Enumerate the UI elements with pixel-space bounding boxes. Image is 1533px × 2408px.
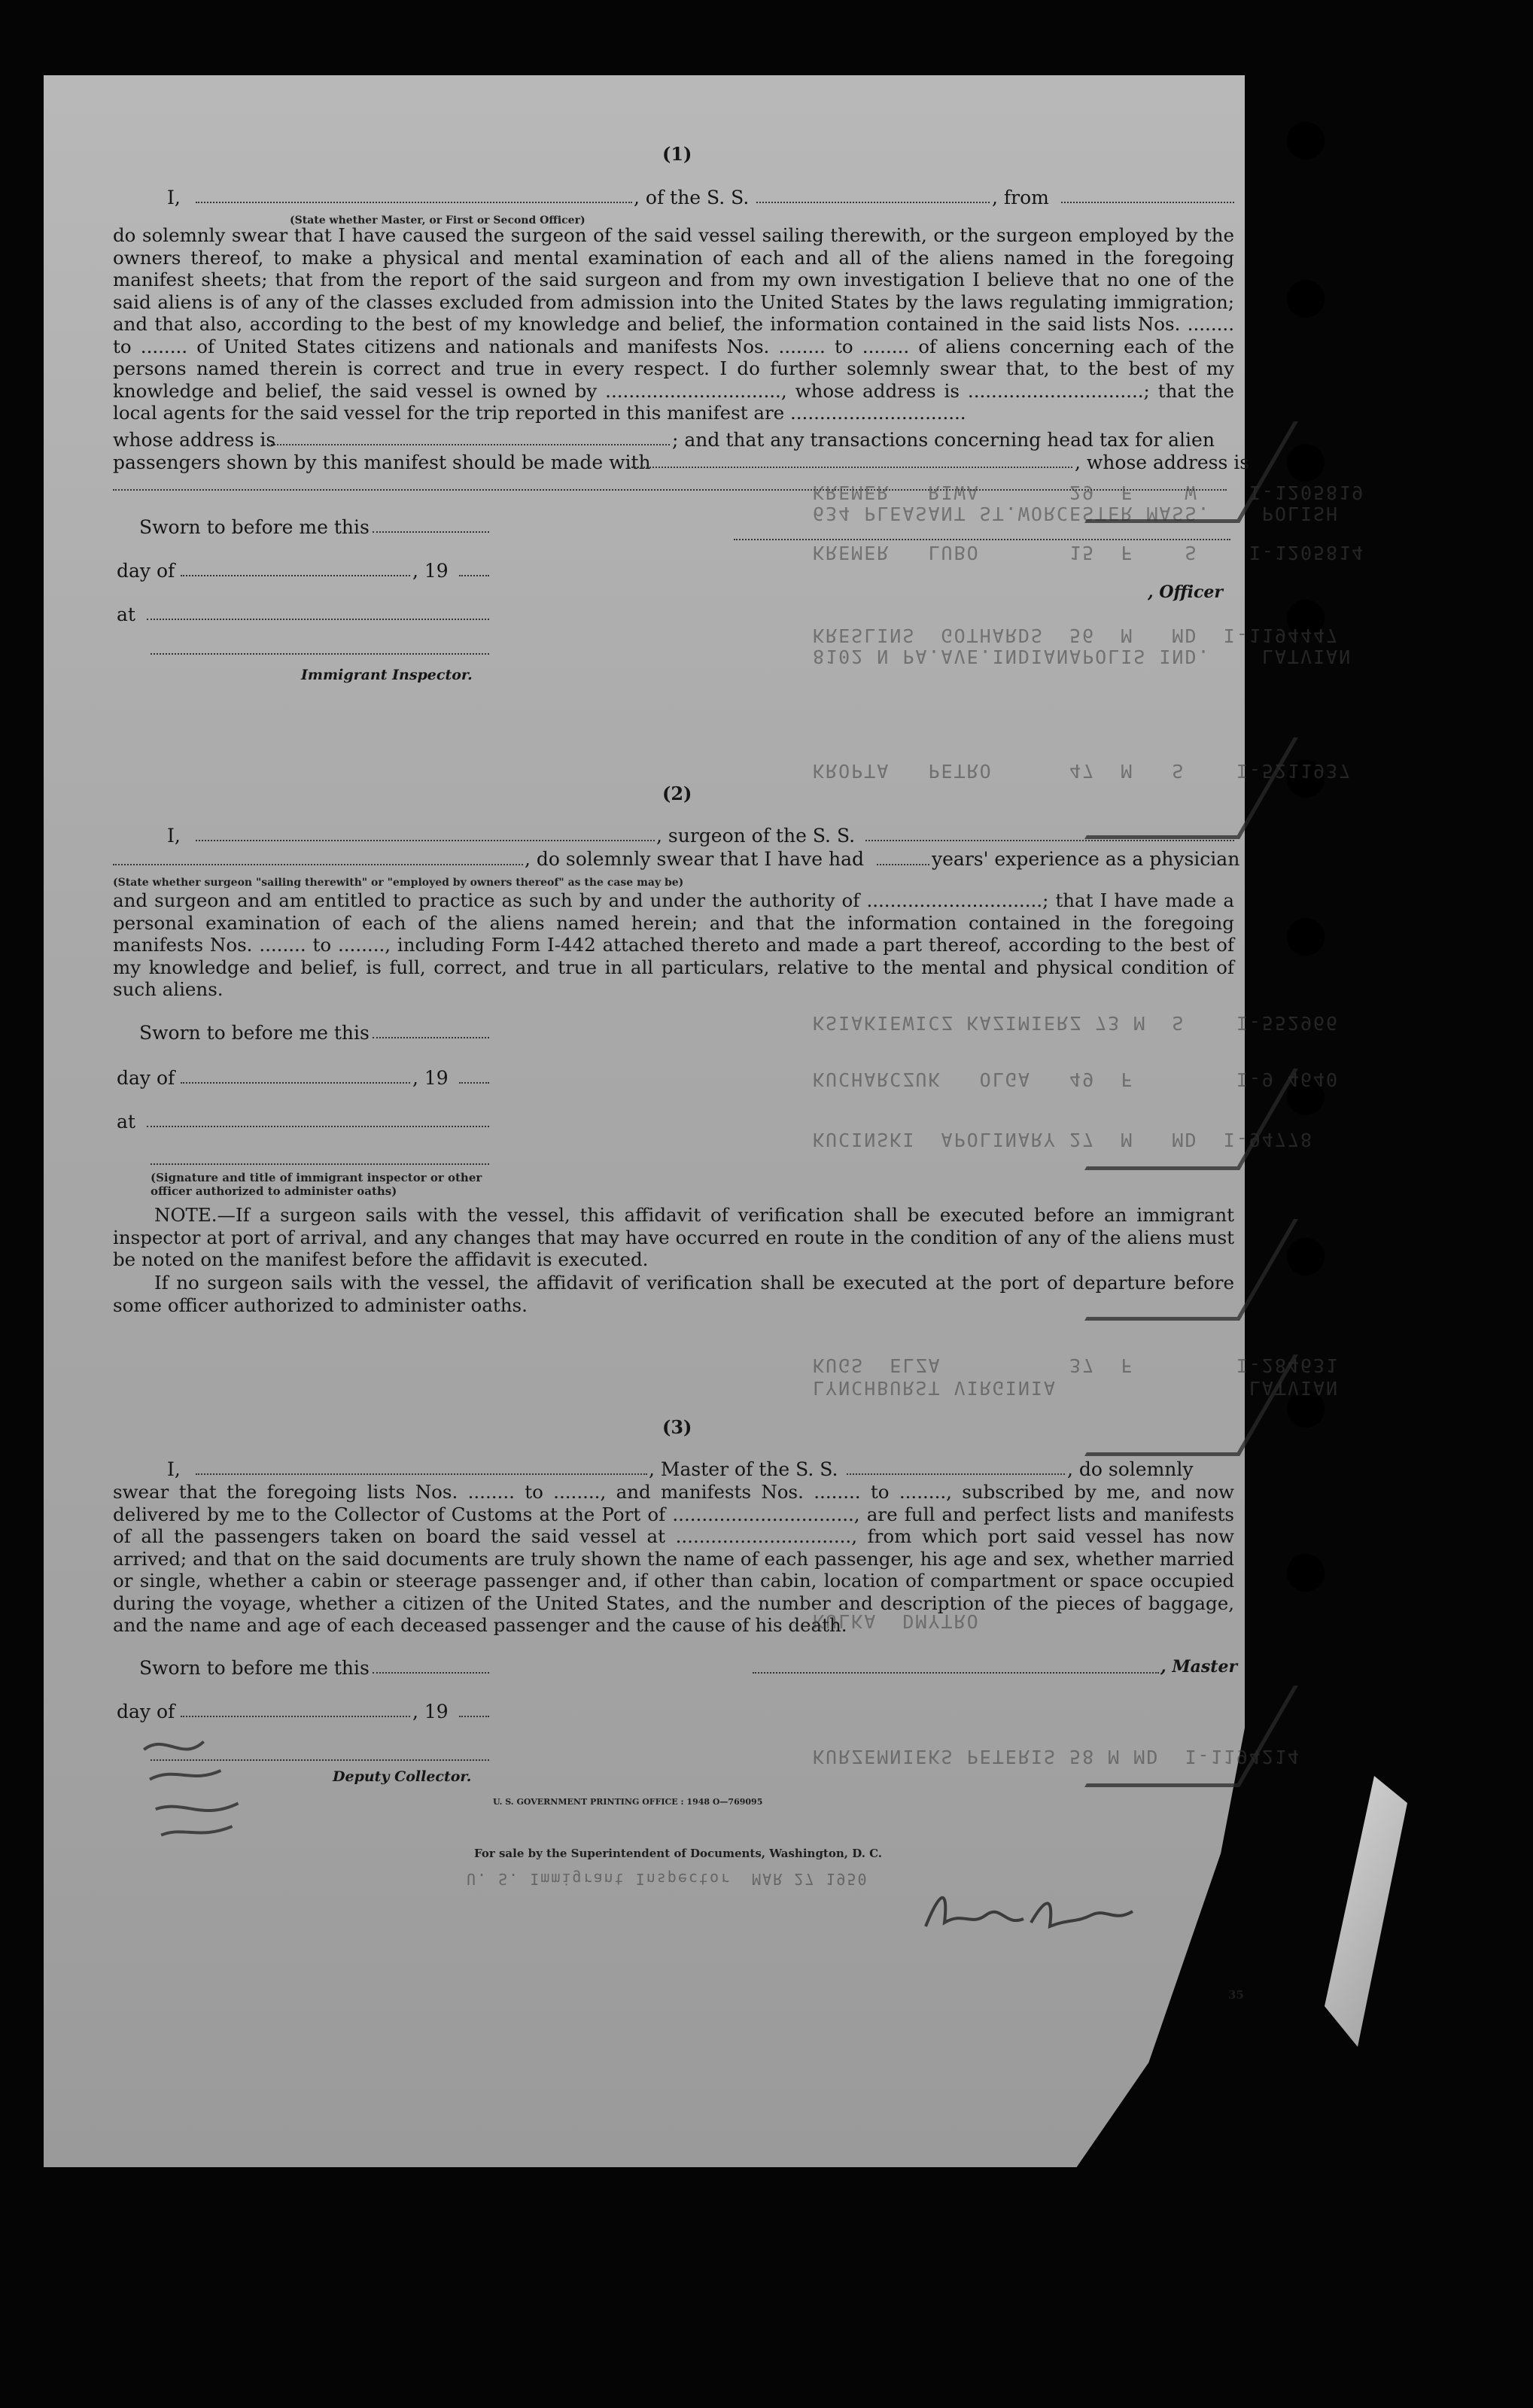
section-1-i: I, [167, 187, 181, 208]
year-1: , 19 [412, 560, 449, 582]
section-3-i: I, [167, 1458, 181, 1480]
section-1-of-ss: , of the S. S. [634, 187, 750, 208]
surgeon-caption: (State whether surgeon "sailing therewith" or "employed by owners thereof" as the case may be) [113, 877, 684, 889]
passengers-line: passengers shown by this manifest should be made with [113, 451, 651, 473]
sworn-label-1: Sworn to before me this [139, 516, 370, 538]
sworn-label-3: Sworn to before me this [139, 1657, 370, 1679]
day-of-3: day of [117, 1701, 175, 1722]
name-blank [196, 202, 632, 203]
punch-hole [1287, 122, 1325, 160]
bleed-line: KUGS ELZA 37 F I-284631 [813, 1354, 1340, 1376]
address-line [113, 489, 1227, 491]
years-blank [877, 864, 929, 865]
day-blank [181, 575, 410, 576]
section-1-oath: do solemnly swear that I have caused the surgeon of the said vessel sailing therewith, or the surgeon employed by the owners thereof, to make a physical and mental examination of each and all of the aliens named in the foregoing manifest sheets; that from the report of the said surgeon and from my own investigation I believe that no one of the said aliens is of any of the classes excluded from admission into the United States by the laws regulating immigration; and that also, according to the best of my knowledge and belief, the information contained in the said lists Nos. ........ to ........ of United States citizens and nationals and manifests Nos. ........ to ........ of aliens concerning each of the persons named therein is correct and true in every respect. I do further solemnly swear that, to the best of my knowledge and belief, the said vessel is owned by .............................., whose address is ..............................; that the local agents for the said vessel for the trip reported in this manifest are .............................. [113, 224, 1234, 424]
inspector-label: Immigrant Inspector. [301, 667, 473, 683]
from-blank [1061, 202, 1234, 203]
margin-note [135, 1727, 263, 1851]
year-blank [459, 1082, 489, 1084]
page-number: 35 [1228, 1988, 1244, 2002]
punch-hole [1287, 444, 1325, 482]
bleed-line: KUCINSKI APOLINARY 27 M MD I-94778 [813, 1129, 1313, 1151]
address-blank [271, 444, 670, 445]
sale-notice: For sale by the Superintendent of Documents, Washington, D. C. [474, 1847, 883, 1860]
sworn-blank [373, 1672, 489, 1674]
at-2: at [117, 1111, 135, 1133]
torn-corner [1325, 1776, 1407, 2047]
gpo-imprint: U. S. GOVERNMENT PRINTING OFFICE : 1948 O—769095 [493, 1797, 763, 1807]
at-blank [147, 619, 489, 620]
passengers-end: , whose address is [1075, 451, 1250, 473]
master-signature-line [753, 1672, 1159, 1674]
note-label: NOTE. [154, 1204, 217, 1226]
bleed-line: KURZEMNIEKS PETERIS 58 M MD I-1194214 [813, 1746, 1300, 1768]
inspector-stamp: U. S. Immigrant Inspector MAR 27 1950 [467, 1870, 868, 1888]
master-ship-blank [847, 1473, 1065, 1475]
ship-blank [756, 202, 990, 203]
deputy-collector-label: Deputy Collector. [333, 1768, 472, 1785]
master-swear: , do solemnly [1067, 1458, 1194, 1480]
surgeon-of-ss: , surgeon of the S. S. [656, 825, 856, 847]
note-paragraph [113, 1204, 1234, 1271]
bleed-line: KRESLINS GOTHARDS 56 M MD I-1194447 [813, 625, 1340, 646]
bleed-line: LYNCHBURST VIRGINIA LATVIAN [813, 1377, 1340, 1399]
master-name-blank [196, 1473, 647, 1475]
day-of-2: day of [117, 1067, 175, 1089]
bleed-line: KULKA DMYTRO [813, 1610, 980, 1632]
bleed-line: KROPTA PETRO 47 M S I-5211937 [813, 760, 1352, 782]
bleed-line: KREMER RIWA 29 F W I-1205819 [813, 482, 1365, 503]
section-3-oath: swear that the foregoing lists Nos. ........ to ........, and manifests Nos. ........ to ........, subscribed by me, and now delivered by me to the Collector of Customs at the Port of ..............................., are full and perfect lists and manifests of all the passengers taken on board the said vessel at .............................., from which port said vessel has now arrived; and that on the said documents are truly shown the name of each passenger, his age and sex, whether married or single, whether a cabin or steerage passenger and, if other than cabin, location of compartment or space occupied during the voyage, whether a citizen of the United States, and the number and description of the pieces of baggage, and the name and age of each deceased passenger and the cause of his death. [113, 1481, 1234, 1636]
day-of-1: day of [117, 560, 175, 582]
head-tax-text: ; and that any transactions concerning head tax for alien [672, 429, 1215, 451]
agent-blank [628, 467, 1072, 468]
punch-hole [1287, 1238, 1325, 1275]
master-of-ss: , Master of the S. S. [649, 1458, 838, 1480]
bleed-line: 634 PLEASANT ST.WORCESTER MASS. POLISH [813, 503, 1340, 524]
section-1-number: (1) [662, 143, 692, 165]
officer-label: , Officer [1148, 582, 1224, 602]
year-3: , 19 [412, 1701, 449, 1722]
note-text: —If a surgeon sails with the vessel, this affidavit of verification shall be executed before an immigrant inspector at port of arrival, and any changes that may have occurred en route in the condition of any of the aliens must be noted on the manifest before the affidavit is executed. [113, 1204, 1234, 1270]
section-2-number: (2) [662, 783, 692, 804]
inspector-signature [918, 1881, 1144, 1949]
bleed-line: KUCHARCZUK OLGA 49 F I-9 4640 [813, 1069, 1340, 1090]
day-blank [181, 1082, 410, 1084]
surgeon-name-blank [196, 840, 655, 841]
year-2: , 19 [412, 1067, 449, 1089]
year-blank [459, 1716, 489, 1717]
section-2-i: I, [167, 825, 181, 847]
punch-hole [1287, 1554, 1325, 1592]
at-blank [147, 1126, 489, 1127]
role-caption: (State whether Master, or First or Second Officer) [290, 214, 586, 227]
years-experience: years' experience as a physician [932, 848, 1240, 870]
sworn-label-2: Sworn to before me this [139, 1022, 370, 1044]
punch-hole [1287, 280, 1325, 318]
bleed-line: 8102 N PA.AVE.INDIANAPOLIS IND. LATVIAN [813, 646, 1352, 667]
sworn-blank [373, 531, 489, 533]
punch-hole [1287, 918, 1325, 956]
inspector-signature-line [151, 653, 489, 655]
section-1-from: , from [992, 187, 1049, 208]
whose-address-label: whose address is [113, 429, 276, 451]
bleed-line: KSIAKIEWICZ KAZIMIERZ 73 M S I-552966 [813, 1012, 1340, 1034]
surgeon-ship-blank [865, 840, 1234, 841]
day-blank [181, 1716, 410, 1717]
master-label: , Master [1160, 1657, 1238, 1677]
section-3-number: (3) [662, 1416, 692, 1438]
surgeon-swear: , do solemnly swear that I have had [525, 848, 865, 870]
officer-signature-line [734, 539, 1230, 540]
at-1: at [117, 604, 135, 625]
note-text-2: If no surgeon sails with the vessel, the affidavit of verification shall be executed at the port of departure before some officer authorized to administer oaths. [113, 1272, 1234, 1316]
surgeon-type-blank [113, 864, 523, 865]
bleed-line: KREMER LUBO 15 F S I-1205814 [813, 542, 1365, 564]
section-2-oath: and surgeon and am entitled to practice as such by and under the authority of ..............................; that I have made a personal examination of each of the aliens named herein; and that the information contained in the foregoing manifests Nos. ........ to ........, including Form I-442 attached thereto and made a part thereof, according to the best of my knowledge and belief, is full, correct, and true in all particulars, relative to the mental and physical condition of such aliens. [113, 889, 1234, 1000]
sworn-blank [373, 1037, 489, 1038]
officer-signature-line-2 [151, 1163, 489, 1165]
year-blank [459, 575, 489, 576]
signature-caption: (Signature and title of immigrant inspector or other officer authorized to administer oaths) [151, 1171, 482, 1198]
